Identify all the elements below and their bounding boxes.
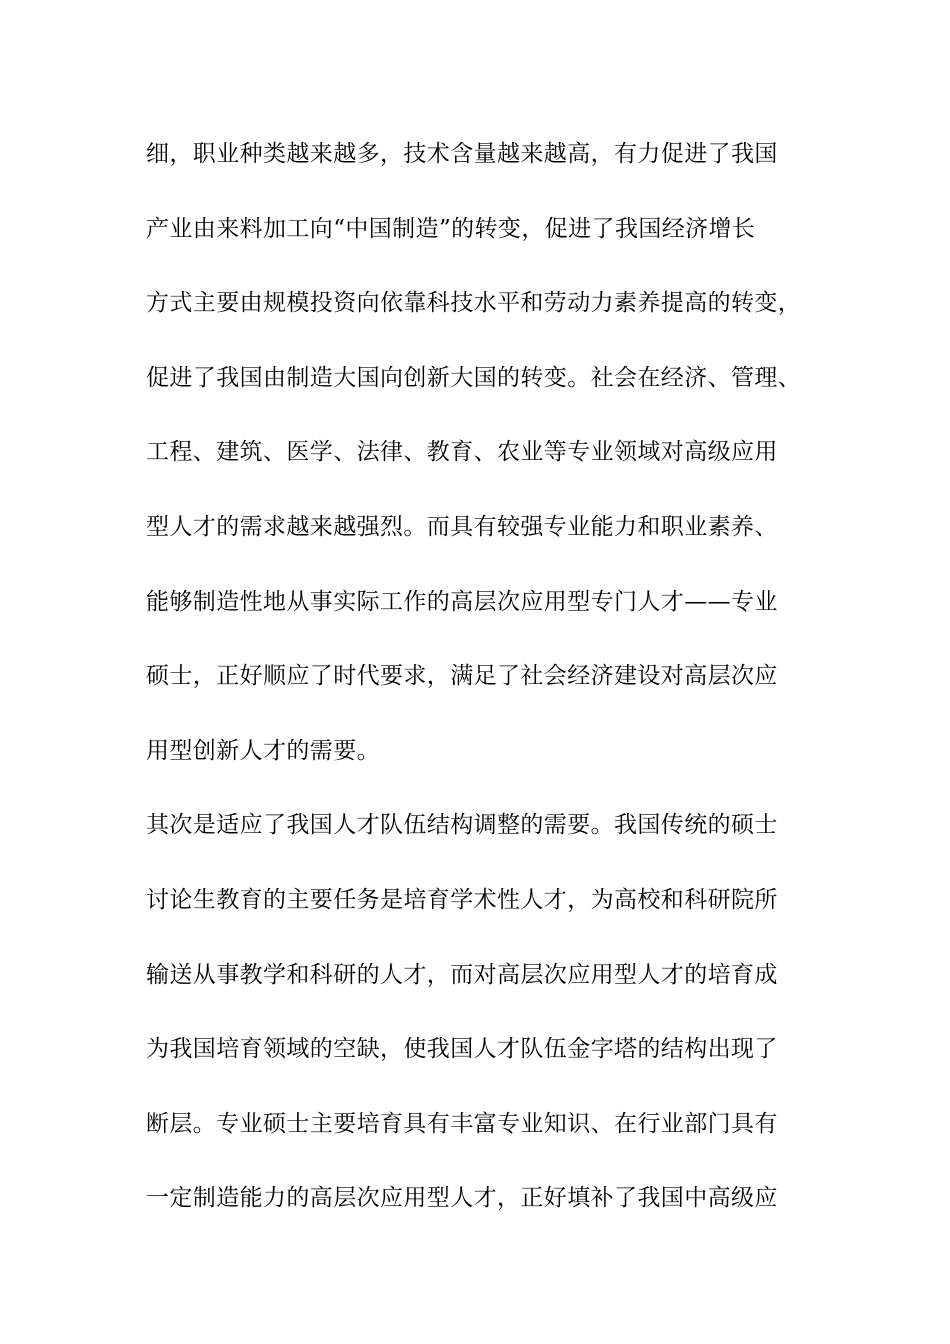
text-line-7: 能够制造性地从事实际工作的高层次应用型专门人才——专业 — [146, 588, 778, 615]
text-line-3: 方式主要由规模投资向依靠科技水平和劳动力素养提高的转变， — [146, 290, 802, 317]
body-text — [146, 131, 826, 1250]
text-line-2: 产业由来料加工向“中国制造”的转变，促进了我国经济增长 — [146, 215, 756, 242]
text-line-11: 讨论生教育的主要任务是培育学术性人才，为高校和科研院所 — [146, 886, 778, 913]
text-line-5: 工程、建筑、医学、法律、教育、农业等专业领域对高级应用 — [146, 439, 778, 466]
text-line-4: 促进了我国由制造大国向创新大国的转变。社会在经济、管理、 — [146, 364, 802, 391]
text-line-14: 断层。专业硕士主要培育具有丰富专业知识、在行业部门具有 — [146, 1110, 778, 1137]
text-line-9: 用型创新人才的需要。 — [146, 737, 380, 764]
text-line-13: 为我国培育领域的空缺，使我国人才队伍金字塔的结构出现了 — [146, 1036, 778, 1063]
text-line-1: 细，职业种类越来越多，技术含量越来越高，有力促进了我国 — [146, 141, 778, 167]
text-line-8: 硕士，正好顺应了时代要求，满足了社会经济建设对高层次应 — [146, 663, 778, 690]
text-line-15: 一定制造能力的高层次应用型人才，正好填补了我国中高级应 — [146, 1185, 778, 1212]
text-line-6: 型人才的需求越来越强烈。而具有较强专业能力和职业素养、 — [146, 513, 778, 540]
text-line-10: 其次是适应了我国人才队伍结构调整的需要。我国传统的硕士 — [146, 812, 778, 839]
text-line-12: 输送从事教学和科研的人才，而对高层次应用型人才的培育成 — [146, 961, 778, 988]
